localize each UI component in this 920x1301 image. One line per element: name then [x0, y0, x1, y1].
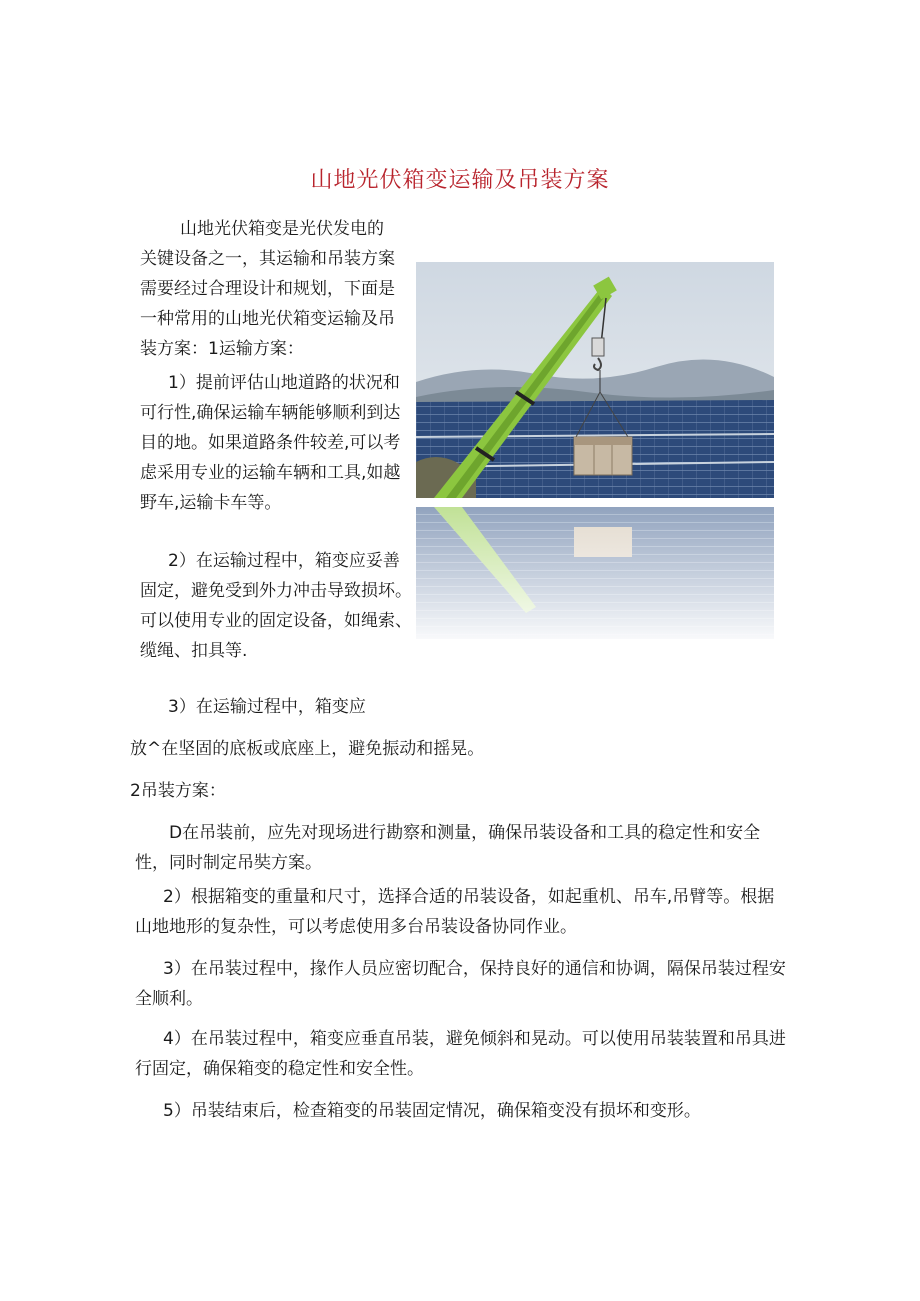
- transport-item-2-line: 缆绳、扣具等.: [140, 641, 248, 661]
- lifting-item: 3）在吊装过程中，掾作人员应密切配合，保持良好的通信和协调，隔保吊装过程安全顺利。: [135, 959, 786, 1009]
- lifting-item: 5）吊装结束后，检查箱变的吊装固定情况，确保箱变没有损坏和变形。: [163, 1101, 701, 1121]
- transport-item-2-line: 固定，避免受到外力冲击导致损坏。: [140, 581, 412, 601]
- page-title: 山地光伏箱变运输及吊装方案: [310, 168, 610, 193]
- intro-line: 一种常用的山地光伏箱变运输及吊: [140, 309, 395, 329]
- section-heading: 2吊装方案：: [130, 781, 226, 801]
- transport-item-1-line: 目的地。如果道路条件较差,可以考: [140, 433, 401, 453]
- intro-line: 装方案：1运输方案：: [140, 339, 304, 359]
- lifting-item: 4）在吊装过程中，箱变应垂直吊装，避免倾斜和晃动。可以使用吊装装置和吊具进行固定，确保箱变的稳定性和安全性。: [135, 1029, 786, 1079]
- transport-item-2: [140, 546, 412, 666]
- intro-line: 需要经过合理设计和规划，下面是: [140, 279, 395, 299]
- transport-item-2-line: 可以使用专业的固定设备，如绳索、: [140, 611, 412, 631]
- transport-item-1-line: 可行性,确保运输车辆能够顺利到达: [140, 403, 401, 423]
- transport-item-3: [140, 692, 366, 722]
- transport-item-2-line: 2）在运输过程中，箱变应妥善: [168, 551, 400, 571]
- transport-item-1-line: 虑采用专业的运输车辆和工具,如越: [140, 463, 401, 483]
- intro-line: 关键设备之一，其运输和吊装方案: [140, 249, 395, 269]
- photo-reflection: [416, 507, 774, 639]
- lifting-item: 2）根据箱变的重量和尺寸，选择合适的吊装设备，如起重机、吊车,吊臂等。根据山地地形的复杂性，可以考虑使用多台吊装设备协同作业。: [135, 887, 775, 937]
- intro-line: 山地光伏箱变是光伏发电的: [180, 219, 384, 239]
- transport-item-1-line: 1）提前评估山地道路的状况和: [168, 373, 400, 393]
- transport-item-1-line: 野车,运输卡车等。: [140, 493, 282, 513]
- transport-item-3-line: 3）在运输过程中，箱变应: [168, 697, 366, 717]
- transport-item-1: [140, 368, 400, 518]
- intro-paragraph: [140, 214, 395, 364]
- transport-item-3-continued: 放^在坚固的底板或底座上，避免振动和摇晃。: [130, 739, 485, 759]
- crane-lifting-photo: [416, 262, 774, 498]
- lifting-item: D在吊装前，应先对现场进行勘察和测量，确保吊装设备和工具的稳定性和安全性，同时制定吊奘方案。: [135, 823, 761, 873]
